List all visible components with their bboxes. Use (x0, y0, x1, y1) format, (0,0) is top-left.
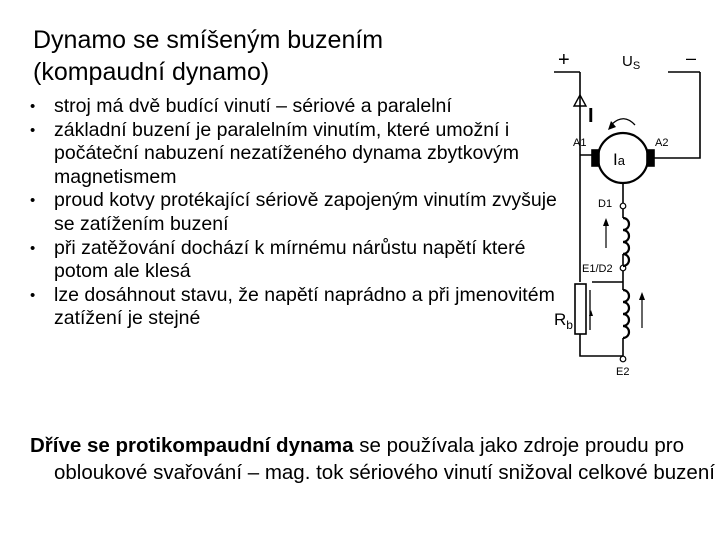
brush-right (647, 150, 654, 166)
bullet-item: • proud kotvy protékající sériově zapojeným vinutím zvyšuje se zatížením buzení (30, 189, 560, 236)
terminal-e2 (620, 356, 626, 362)
slide-title (33, 24, 383, 88)
bullet-item: • lze dosáhnout stavu, že napětí naprádno a při jmenovitém zatížení je stejné (30, 284, 560, 331)
rotation-arrow-icon (612, 119, 635, 125)
rb-subscript: b (566, 318, 573, 332)
wire-bottom-return (580, 350, 623, 356)
series-winding-coil (623, 218, 629, 266)
voltage-main: U (622, 53, 633, 70)
title-line-2: (kompaudní dynamo) (33, 58, 270, 86)
bottom-note (30, 432, 720, 486)
shunt-winding-coil (623, 290, 629, 338)
label-armature-current (613, 150, 626, 169)
voltage-subscript: S (632, 60, 641, 72)
label-e1-d2: E1/D2 (582, 263, 613, 275)
bullet-item: • při zatěžování dochází k mírnému nárůstu napětí které potom ale klesá (30, 237, 560, 284)
label-minus: – (686, 48, 697, 68)
terminal-d1 (620, 203, 626, 209)
bullet-item: • základní buzení je paralelním vinutím, které umožní i počáteční nabuzení nezatíženého dynama zbytkovým magnetismem (30, 119, 560, 190)
rb-main: R (554, 310, 567, 329)
ia-subscript: a (617, 153, 625, 168)
series-flux-arrowhead-icon (603, 218, 609, 226)
label-current: I (588, 105, 594, 127)
label-voltage-us (622, 53, 640, 72)
label-a2: A2 (655, 137, 669, 149)
label-a1: A1 (573, 137, 587, 149)
label-rb (554, 310, 573, 332)
title-line-1: Dynamo se smíšeným buzením (33, 26, 384, 54)
ia-main: I (613, 150, 618, 169)
label-plus: + (558, 49, 570, 71)
compound-dynamo-circuit-diagram (540, 40, 710, 380)
shunt-flux-arrowhead-icon (639, 292, 645, 300)
note-bold: Dříve se protikompaudní dynama (30, 434, 354, 457)
bullet-list (30, 95, 560, 331)
brush-left (592, 150, 599, 166)
label-d1: D1 (598, 198, 613, 210)
field-rheostat-rb (575, 284, 586, 334)
bullet-item: • stroj má dvě budící vinutí – sériové a paralelní (30, 95, 560, 119)
note-rest: se používala jako zdroje proudu pro obloukové svařování – mag. tok sériového vinutí snižoval celkové buzení (54, 434, 715, 484)
label-e2: E2 (616, 366, 630, 378)
